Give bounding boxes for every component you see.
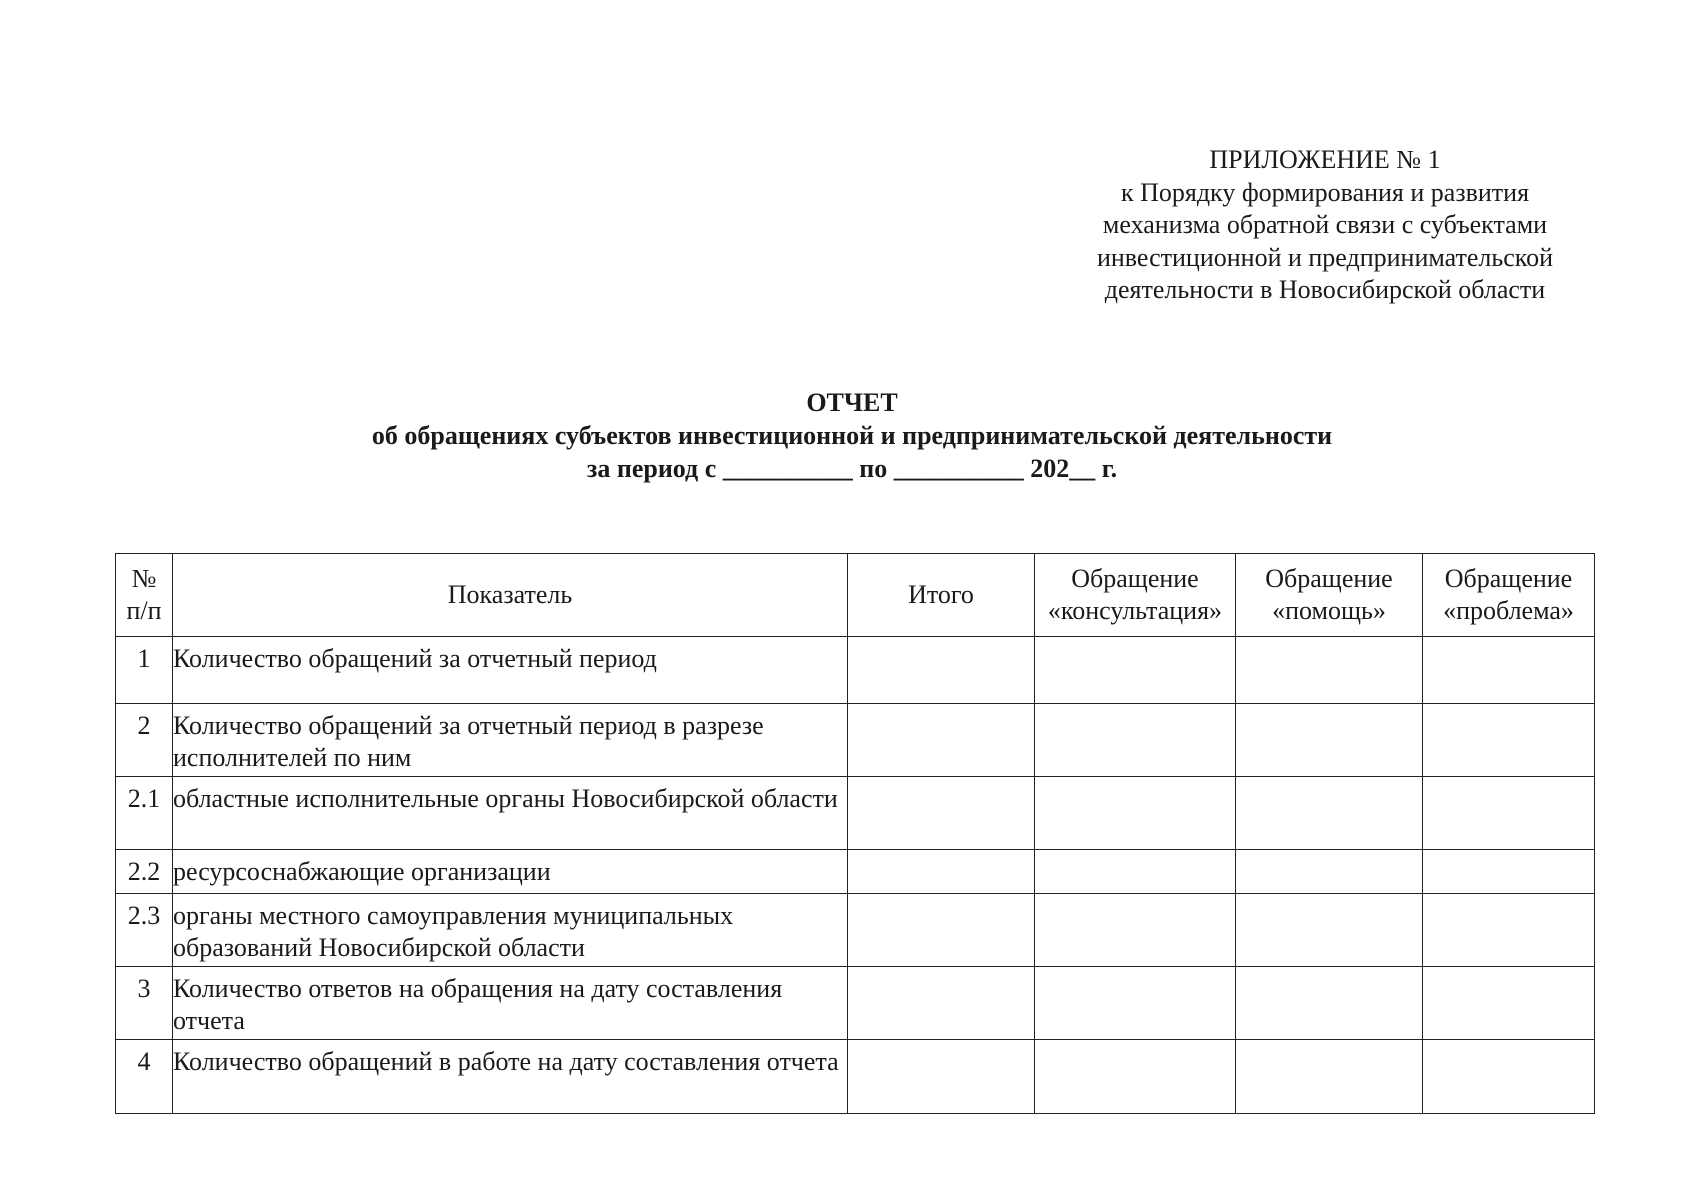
table-row: [116, 777, 1595, 850]
cell-problem: [1423, 1040, 1595, 1114]
appendix-line: ПРИЛОЖЕНИЕ № 1: [1209, 145, 1441, 174]
cell-help: [1236, 704, 1423, 777]
header-consultation: Обращение «консультация»: [1035, 554, 1236, 637]
table-row: [116, 967, 1595, 1040]
appendix-line: деятельности в Новосибирской области: [1104, 275, 1546, 304]
row-number: 2.3: [116, 894, 173, 967]
cell-total: [848, 894, 1035, 967]
header-help: Обращение «помощь»: [1236, 554, 1423, 637]
cell-help: [1236, 967, 1423, 1040]
report-table: [115, 553, 1595, 1114]
table-header-row: [116, 554, 1595, 637]
cell-problem: [1423, 850, 1595, 894]
row-label: органы местного самоуправления муниципальных образований Новосибирской области: [173, 894, 848, 967]
report-subtitle: об обращениях субъектов инвестиционной и предпринимательской деятельности: [371, 421, 1333, 450]
cell-problem: [1423, 967, 1595, 1040]
appendix-line: к Порядку формирования и развития: [1120, 177, 1530, 207]
cell-total: [848, 704, 1035, 777]
row-label: Количество обращений за отчетный период в разрезе исполнителей по ним: [173, 704, 848, 777]
cell-consultation: [1035, 1040, 1236, 1114]
cell-consultation: [1035, 967, 1236, 1040]
appendix-line: механизма обратной связи с субъектами: [1102, 210, 1548, 239]
cell-problem: [1423, 637, 1595, 704]
appendix-line: инвестиционной и предпринимательской: [1096, 242, 1554, 272]
cell-help: [1236, 637, 1423, 704]
cell-total: [848, 850, 1035, 894]
row-label: Количество обращений за отчетный период: [173, 637, 848, 704]
cell-help: [1236, 1040, 1423, 1114]
table-row: [116, 1040, 1595, 1114]
cell-total: [848, 967, 1035, 1040]
header-problem: Обращение «проблема»: [1423, 554, 1595, 637]
cell-problem: [1423, 777, 1595, 850]
cell-problem: [1423, 704, 1595, 777]
report-title-block: [0, 386, 1697, 485]
row-number: 4: [116, 1040, 173, 1114]
report-heading: ОТЧЕТ: [806, 388, 898, 417]
cell-total: [848, 637, 1035, 704]
appendix-header: [1040, 144, 1610, 307]
header-num: № п/п: [116, 554, 173, 637]
cell-consultation: [1035, 704, 1236, 777]
row-label: ресурсоснабжающие организации: [173, 850, 848, 894]
cell-consultation: [1035, 777, 1236, 850]
row-number: 2: [116, 704, 173, 777]
cell-consultation: [1035, 637, 1236, 704]
row-label: областные исполнительные органы Новосибирской области: [173, 777, 848, 850]
table-row: [116, 894, 1595, 967]
row-number: 2.1: [116, 777, 173, 850]
header-total: Итого: [848, 554, 1035, 637]
cell-consultation: [1035, 894, 1236, 967]
cell-consultation: [1035, 850, 1236, 894]
table-row: [116, 850, 1595, 894]
table-row: [116, 637, 1595, 704]
row-label: Количество обращений в работе на дату составления отчета: [173, 1040, 848, 1114]
cell-help: [1236, 894, 1423, 967]
cell-problem: [1423, 894, 1595, 967]
cell-help: [1236, 777, 1423, 850]
row-number: 2.2: [116, 850, 173, 894]
cell-total: [848, 777, 1035, 850]
cell-help: [1236, 850, 1423, 894]
report-period: за период с __________ по __________ 202__ г.: [586, 454, 1118, 483]
row-number: 1: [116, 637, 173, 704]
header-indicator: Показатель: [173, 554, 848, 637]
row-label: Количество ответов на обращения на дату составления отчета: [173, 967, 848, 1040]
row-number: 3: [116, 967, 173, 1040]
table-row: [116, 704, 1595, 777]
cell-total: [848, 1040, 1035, 1114]
